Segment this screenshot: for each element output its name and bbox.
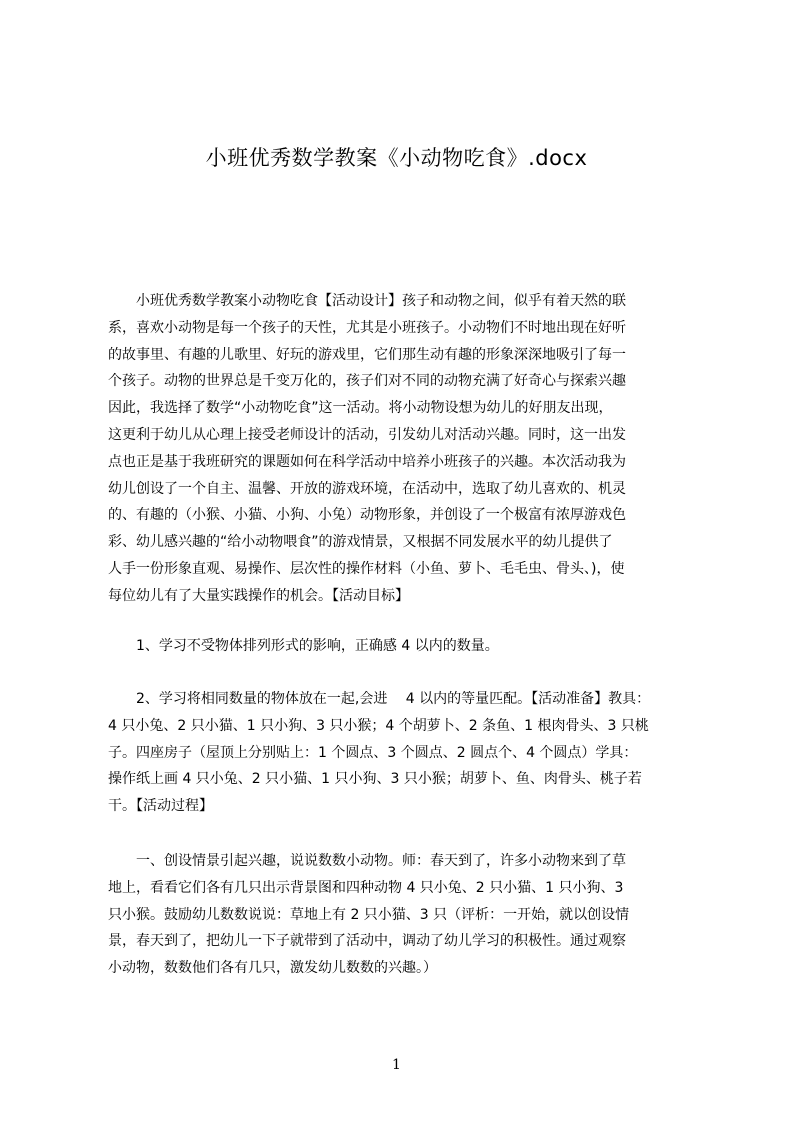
- text-line: 的、有趣的（小猴、小猫、小狗、小兔）动物形象，并创设了一个极富有浓厚游戏色: [108, 507, 626, 524]
- text-line: 彩、幼儿感兴趣的“给小动物喂食”的游戏情景，又根据不同发展水平的幼儿提供了: [108, 534, 613, 551]
- text-line: 幼儿创设了一个自主、温馨、开放的游戏环境，在活动中，选取了幼儿喜欢的、机灵: [108, 480, 626, 497]
- text-line: 因此，我选择了数学“小动物吃食”这一活动。将小动物设想为幼儿的好朋友出现，: [108, 400, 613, 417]
- text-line: 这更利于幼儿从心理上接受老师设计的活动，引发幼儿对活动兴趣。同时，这一出发: [108, 426, 626, 443]
- text-line: 子。四座房子（屋顶上分别贴上：1 个圆点、3 个圆点、2 圆点个、4 个圆点）学具：: [108, 744, 638, 761]
- text-line: 1、学习不受物体排列形式的影响，正确感 4 以内的数量。: [108, 638, 499, 654]
- text-line: 每位幼儿有了大量实践操作的机会。【活动目标】: [108, 587, 409, 604]
- text-line: 景，春天到了，把幼儿一下子就带到了活动中，调动了幼儿学习的积极性。通过观察: [108, 933, 626, 950]
- text-line: 操作纸上画 4 只小兔、2 只小猫、1 只小狗、3 只小猴；胡萝卜、鱼、肉骨头、桃子若: [108, 771, 642, 788]
- paragraph-goal-1: [108, 633, 704, 660]
- text-line: 4 只小兔、2 只小猫、1 只小狗、3 只小猴；4 个胡萝卜、2 条鱼、1 根肉骨头、3 只桃: [108, 717, 649, 734]
- text-line: 小班优秀数学教案小动物吃食【活动设计】孩子和动物之间，似乎有着天然的联: [108, 293, 626, 309]
- text-line: 干。【活动过程】: [108, 798, 213, 815]
- text-line: 一、创设情景引起兴趣，说说数数小动物。师：春天到了，许多小动物来到了草: [108, 853, 626, 869]
- text-line: 人手一份形象直观、易操作、层次性的操作材料（小鱼、萝卜、毛毛虫、骨头、)，使: [108, 560, 625, 577]
- text-line: 个孩子。动物的世界总是千变万化的，孩子们对不同的动物充满了好奇心与探索兴趣: [108, 373, 626, 390]
- document-title: 小班优秀数学教案《小动物吃食》.docx: [205, 146, 588, 170]
- paragraph-activity-process: [108, 848, 704, 982]
- paragraph-activity-design: [108, 288, 704, 610]
- text-line: 2、学习将相同数量的物体放在一起,会进 4 以内的等量匹配。【活动准备】教具：: [108, 691, 651, 707]
- text-line: 系，喜欢小动物是每一个孩子的天性，尤其是小班孩子。小动物们不时地出现在好听: [108, 319, 626, 336]
- paragraph-goal-2: [108, 686, 704, 820]
- text-line: 点也正是基于我班研究的课题如何在科学活动中培养小班孩子的兴趣。本次活动我为: [108, 453, 626, 470]
- text-line: 只小猴。鼓励幼儿数数说说：草地上有 2 只小猫、3 只（评析：一开始，就以创设情: [108, 906, 630, 923]
- text-line: 的故事里、有趣的儿歌里、好玩的游戏里，它们那生动有趣的形象深深地吸引了每一: [108, 346, 626, 363]
- text-line: 地上，看看它们各有几只出示背景图和四种动物 4 只小兔、2 只小猫、1 只小狗、3: [108, 879, 624, 896]
- page-number: 1: [392, 1057, 401, 1073]
- text-line: 小动物，数数他们各有几只，激发幼儿数数的兴趣。）: [108, 960, 437, 977]
